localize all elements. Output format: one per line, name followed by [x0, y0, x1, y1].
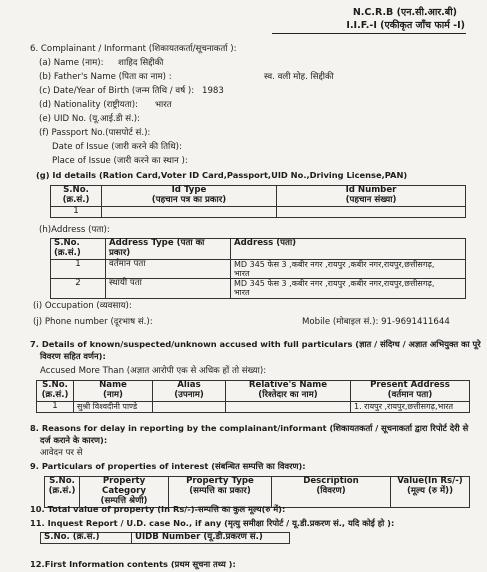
- sec7-title: 7. Details of known/suspected/unknown accused with full particulars (ज्ञात / संदिग्ध / अज्ञात अभियुक्त का पूरे: [30, 339, 481, 349]
- id-col-number: Id Number (पहचान संख्या): [277, 186, 466, 207]
- id-table: [50, 185, 466, 218]
- sec10-total-value: 10. Total value of property (In Rs/-)-सम्पत्ति का कुल मूल्य(रु में):: [30, 504, 286, 514]
- id-row-sno: 1: [51, 206, 102, 217]
- sec8-reason: आवेदन पर से: [40, 448, 83, 458]
- address-label: (h)Address (पता):: [39, 225, 110, 235]
- addr-col-sno: S.No.(क्र.सं.): [51, 239, 106, 260]
- table-row: 2 स्थायी पता MD 345 फेस 3 ,कबीर नगर ,रायपुर ,कबीर नगर,रायपुर,छत्तीसगढ़, भारत: [51, 279, 466, 298]
- dob-label: (c) Date/Year of Birth (जन्म तिथि / वर्ष ):: [39, 86, 195, 96]
- addr-col-address: Address (पता): [231, 239, 466, 260]
- table-row: 1 सुश्री विश्वदीनी पाण्डे 1. रायपुर ,रायपुर,छत्तीसगढ़,भारत: [37, 401, 470, 412]
- id-col-type: Id Type (पहचान पत्र का प्रकार): [102, 186, 277, 207]
- sec8-title: 8. Reasons for delay in reporting by the complainant/informant (शिकायतकर्ता / सूचनाकर्ता द्वारा रिपोर्ट देरी से: [30, 423, 469, 433]
- passport-label: (f) Passport No.(पासपोर्ट सं.):: [39, 128, 151, 138]
- table-row: 1 वर्तमान पता MD 345 फेस 3 ,कबीर नगर ,रायपुर ,कबीर नगर,रायपुर,छत्तीसगढ़, भारत: [51, 259, 466, 278]
- nationality-value: भारत: [155, 100, 172, 110]
- sec8-title-cont: दर्ज कराने के कारण):: [40, 435, 108, 445]
- phone-label: (j) Phone number (दूरभाष सं.):: [33, 317, 153, 327]
- table-row: [51, 206, 466, 217]
- sec11-title: 11. Inquest Report / U.D. case No., if any (मृत्यु समीक्षा रिपोर्ट / यू.डी.प्रकरण सं., यदि कोई हो ):: [30, 518, 395, 528]
- mobile-number: Mobile (मोबाइल सं.): 91-9691411644: [302, 317, 450, 327]
- father-label: (b) Father's Name (पिता का नाम) :: [39, 72, 172, 82]
- accused-more-label: Accused More Than (अज्ञात आरोपी एक से अधिक हों तो संख्या):: [40, 366, 267, 376]
- ncrb-header: N.C.R.B (एन.सी.आर.बी): [352, 7, 457, 18]
- id-col-sno: S.No. (क्र.सं.): [51, 186, 102, 207]
- accused-table: S.No. (क्र.सं.) Name (नाम) Alias (उपनाम) Relative's Name (रिश्तेदार का नाम) Present Address (वर्तमान पता) 1 सुश्री विश्वदीनी पाण्डे 1. रायपुर ,रायपुर,छत्तीसगढ़,भारत: [36, 380, 470, 413]
- header-underline: [272, 33, 466, 34]
- property-table: S.No. (क्र.सं.) Property Category (सम्पत्ति श्रेणी) Property Type (सम्पत्ति का प्रकार) Description (विवरण) Value(In Rs/-) (मूल्य (रु में)): [44, 476, 470, 508]
- issue-place-label: Place of Issue (जारी करने का स्थान ):: [52, 156, 188, 166]
- addr-col-type: Address Type (पता का प्रकार): [106, 239, 231, 260]
- name-value: शाहिद सिद्दीकी: [118, 58, 164, 68]
- id-details-label: (g) Id details (Ration Card,Voter ID Card,Passport,UID No.,Driving License,PAN): [36, 170, 408, 180]
- name-label: (a) Name (नाम):: [39, 58, 104, 68]
- father-value: स्व. वली मोह. सिद्दीकी: [264, 72, 334, 82]
- address-table: [50, 238, 466, 299]
- nationality-label: (d) Nationality (राष्ट्रीयता):: [39, 100, 138, 110]
- inquest-table: S.No. (क्र.सं.) UIDB Number (यू.डी.प्रकरण सं.): [40, 532, 290, 544]
- form-title: I.I.F.-I (एकीकृत जाँच फार्म -I): [346, 20, 465, 31]
- uid-label: (e) UID No. (यू.आई.डी सं.):: [39, 114, 141, 124]
- dob-value: 1983: [202, 86, 224, 96]
- issue-date-label: Date of Issue (जारी करने की तिथि):: [52, 142, 182, 152]
- sec6-title: 6. Complainant / Informant (शिकायतकर्ता/सूचनाकर्ता ):: [30, 44, 237, 54]
- sec9-title: 9. Particulars of properties of interest (संबन्धित सम्पत्ति का विवरण):: [30, 461, 306, 471]
- sec12-title: 12.First Information contents (प्रथम सूचना तथ्य ):: [30, 559, 236, 569]
- occupation-label: (i) Occupation (व्यवसाय):: [33, 301, 132, 311]
- sec7-title-cont: विवरण सहित वर्णन):: [40, 351, 106, 361]
